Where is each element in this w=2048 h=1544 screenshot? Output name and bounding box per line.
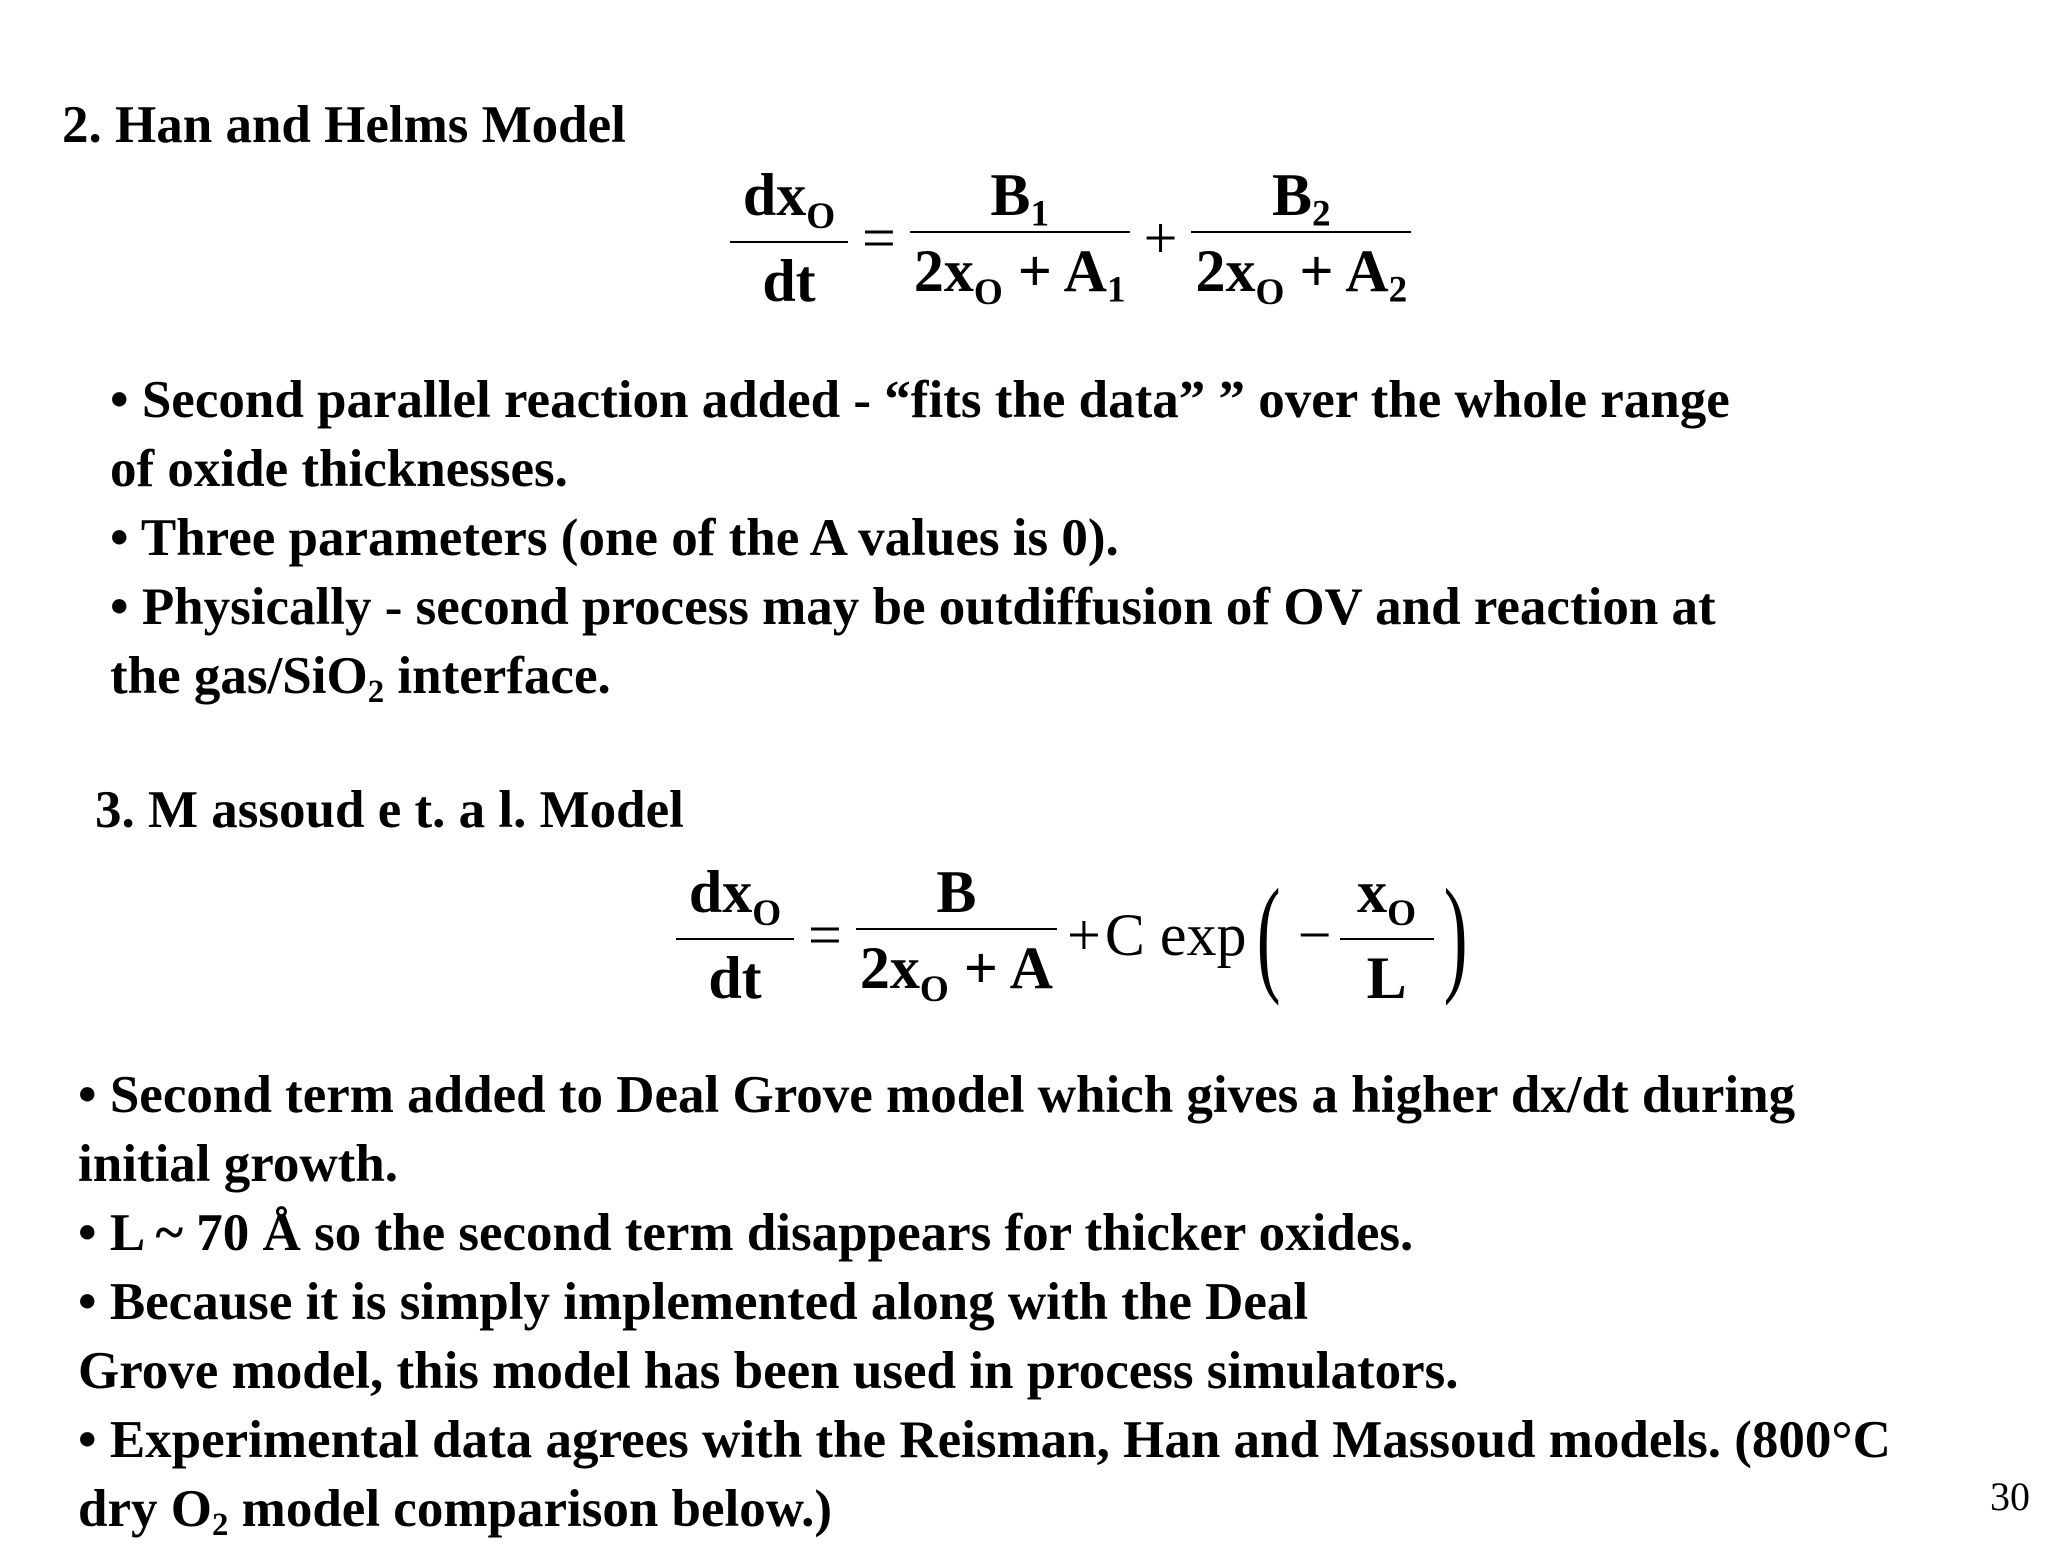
term2-den-b: + A xyxy=(1284,238,1389,304)
bullet-line xyxy=(78,1337,1891,1406)
term1-numerator: B xyxy=(936,859,977,925)
bullet-text: Because it is simply implemented along with the Deal xyxy=(109,1273,1309,1331)
bullet-line xyxy=(110,366,1730,435)
lhs-numerator: dx xyxy=(688,859,753,925)
right-paren: ) xyxy=(1443,863,1468,1008)
exp-numerator: x xyxy=(1357,859,1388,925)
bullet-text: the gas/SiO xyxy=(110,647,368,705)
left-paren: ( xyxy=(1256,863,1281,1008)
bullet-marker: • xyxy=(78,1066,97,1124)
term1-den-b: + A xyxy=(1002,238,1107,304)
bullet-line xyxy=(110,504,1730,573)
exp-denominator: L xyxy=(1340,938,1434,1008)
term2-numerator: B xyxy=(1272,162,1313,228)
lhs-fraction xyxy=(676,859,794,1012)
term1-den-sub: O xyxy=(973,272,1003,314)
page-number: 30 xyxy=(1990,1474,2030,1519)
bullet-line xyxy=(110,573,1730,642)
bullet-line xyxy=(110,435,1730,504)
bullet-text: dry O xyxy=(78,1480,212,1538)
bullet-line xyxy=(78,1130,1891,1199)
c-exp-text: C exp xyxy=(1104,902,1247,969)
lhs-denominator: dt xyxy=(676,938,794,1008)
bullet-marker: • xyxy=(110,509,129,567)
plus-sign: + xyxy=(1143,205,1178,272)
massoud-equation xyxy=(676,859,1477,1012)
han-helms-bullets xyxy=(110,366,1730,711)
bullet-text: Second term added to Deal Grove model which gives a higher dx/dt during xyxy=(109,1066,1796,1124)
term1-den-sub: O xyxy=(919,969,949,1011)
plus-sign: + xyxy=(1067,902,1101,969)
bullet-marker: • xyxy=(78,1273,97,1331)
lhs-fraction xyxy=(730,162,848,315)
bullet-text: initial growth. xyxy=(78,1135,398,1193)
bullet-line xyxy=(78,1061,1891,1130)
bullet-marker: • xyxy=(110,371,129,429)
term1-numerator-sub: 1 xyxy=(1030,193,1050,235)
term2-fraction xyxy=(1191,162,1411,314)
bullet-line xyxy=(110,642,1730,711)
term1-numerator: B xyxy=(990,162,1031,228)
term1-den-a: 2x xyxy=(859,935,920,1001)
minus-sign: − xyxy=(1297,902,1332,969)
lhs-denominator: dt xyxy=(730,241,848,311)
bullet-text: Three parameters (one of the A values is 0). xyxy=(140,509,1119,567)
han-helms-equation xyxy=(730,162,1411,315)
bullet-text: Grove model, this model has been used in process simulators. xyxy=(78,1342,1459,1400)
bullet-text: model comparison below.) xyxy=(228,1480,833,1538)
bullet-line xyxy=(78,1406,1891,1475)
bullet-subscript: 2 xyxy=(211,1507,229,1544)
bullet-line xyxy=(78,1268,1891,1337)
bullet-marker: • xyxy=(78,1204,97,1262)
bullet-text: interface. xyxy=(384,647,611,705)
lhs-numerator-sub: O xyxy=(806,196,836,238)
bullet-text: of oxide thicknesses. xyxy=(110,440,568,498)
term1-fraction xyxy=(910,162,1130,314)
term2-den-sub: O xyxy=(1255,272,1285,314)
term1-den-b: + A xyxy=(948,935,1053,1001)
section-heading-massoud: 3. M assoud e t. a l. Model xyxy=(95,781,684,839)
lhs-numerator-sub: O xyxy=(752,893,782,935)
bullet-subscript: 2 xyxy=(367,674,385,711)
term2-numerator-sub: 2 xyxy=(1312,193,1331,235)
term1-den-sub2: 1 xyxy=(1107,269,1126,311)
lhs-numerator: dx xyxy=(742,162,807,228)
bullet-text: L ~ 70 Å so the second term disappears for thicker oxides. xyxy=(109,1204,1414,1262)
section-heading-han-helms: 2. Han and Helms Model xyxy=(62,96,626,154)
bullet-text: Second parallel reaction added - “fits the data” ” over the whole range xyxy=(141,371,1730,429)
exp-numerator-sub: O xyxy=(1387,893,1417,935)
term2-den-sub2: 2 xyxy=(1388,269,1408,311)
equals-sign: = xyxy=(862,205,896,272)
bullet-text: Physically - second process may be outdiffusion of OV and reaction at xyxy=(141,578,1716,636)
exp-fraction xyxy=(1340,859,1434,1012)
bullet-marker: • xyxy=(78,1411,97,1469)
bullet-line xyxy=(78,1199,1891,1268)
bullet-text: Experimental data agrees with the Reisman, Han and Massoud models. (800°C xyxy=(109,1411,1891,1469)
bullet-line xyxy=(78,1475,1891,1544)
term2-den-a: 2x xyxy=(1195,238,1256,304)
term1-fraction xyxy=(856,859,1057,1011)
equals-sign: = xyxy=(808,902,842,969)
massoud-bullets xyxy=(78,1061,1891,1544)
bullet-marker: • xyxy=(110,578,129,636)
term1-den-a: 2x xyxy=(913,238,974,304)
